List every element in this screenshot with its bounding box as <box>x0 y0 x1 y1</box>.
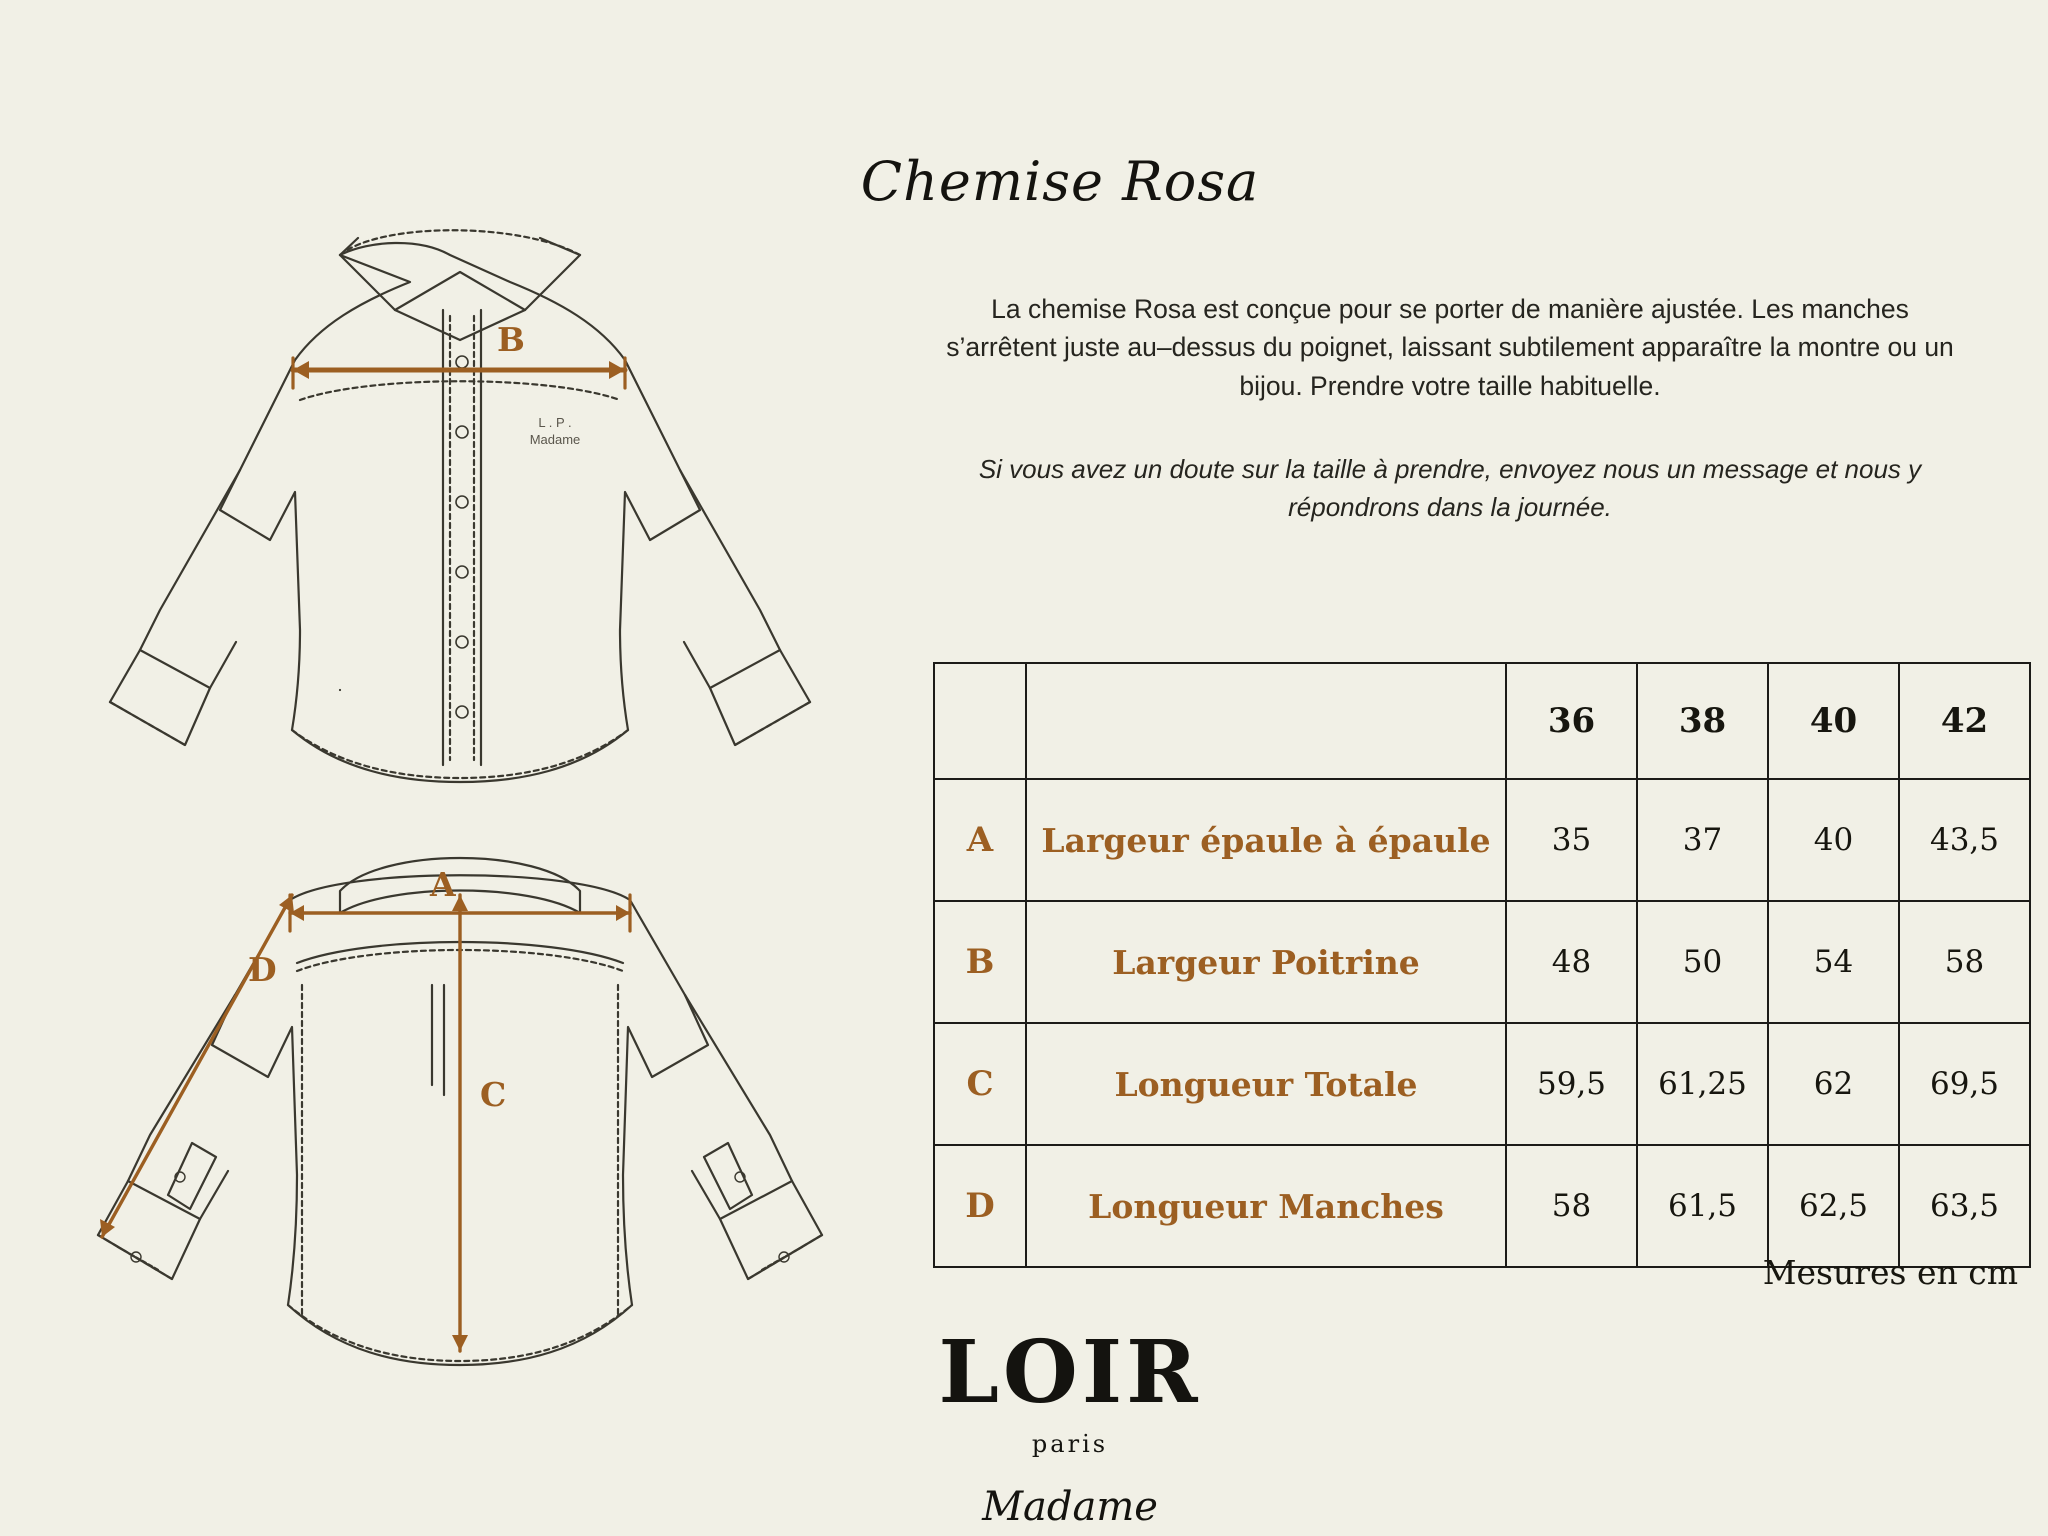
row-letter: A <box>934 779 1026 901</box>
row-letter: D <box>934 1145 1026 1267</box>
care-tag-line-2: Madame <box>529 432 581 447</box>
row-value-42: 69,5 <box>1899 1023 2030 1145</box>
brand-logo <box>860 1322 1280 1530</box>
table-row <box>934 1145 2030 1267</box>
brand-line: Madame <box>982 1484 1158 1530</box>
care-tag-line-1: L . P . <box>538 415 572 430</box>
description-main: La chemise Rosa est conçue pour se porter de manière ajustée. Les manches s’arrêtent juste au–dessus du poignet, laissant subtilement apparaître la montre ou un bijou. Prendre votre taille habituelle. <box>946 294 1954 401</box>
row-value-40: 40 <box>1768 779 1899 901</box>
label-a: A <box>430 865 456 904</box>
header-letter-cell <box>934 663 1026 779</box>
row-value-42: 58 <box>1899 901 2030 1023</box>
header-size-42: 42 <box>1899 663 2030 779</box>
brand-name: LOIR <box>938 1322 1202 1423</box>
row-value-42: 43,5 <box>1899 779 2030 901</box>
table-row <box>934 901 2030 1023</box>
description-block <box>940 290 1960 527</box>
measures-unit-note: Mesures en cm <box>1762 1253 2018 1292</box>
row-value-38: 61,25 <box>1637 1023 1768 1145</box>
brand-city: paris <box>1031 1430 1109 1458</box>
garment-illustrations <box>40 210 900 1470</box>
row-value-38: 50 <box>1637 901 1768 1023</box>
row-value-36: 58 <box>1506 1145 1637 1267</box>
label-c: C <box>480 1075 507 1114</box>
header-size-36: 36 <box>1506 663 1637 779</box>
label-b: B <box>497 320 525 359</box>
row-name: Largeur épaule à épaule <box>1026 779 1506 901</box>
row-value-36: 35 <box>1506 779 1637 901</box>
row-value-38: 61,5 <box>1637 1145 1768 1267</box>
row-value-40: 62 <box>1768 1023 1899 1145</box>
size-table <box>933 662 2031 1268</box>
row-letter: C <box>934 1023 1026 1145</box>
header-name-cell <box>1026 663 1506 779</box>
label-d: D <box>248 950 277 989</box>
header-size-40: 40 <box>1768 663 1899 779</box>
row-value-42: 63,5 <box>1899 1145 2030 1267</box>
table-row <box>934 779 2030 901</box>
row-value-40: 62,5 <box>1768 1145 1899 1267</box>
row-name: Longueur Manches <box>1026 1145 1506 1267</box>
row-value-40: 54 <box>1768 901 1899 1023</box>
row-letter: B <box>934 901 1026 1023</box>
row-name: Largeur Poitrine <box>1026 901 1506 1023</box>
header-size-38: 38 <box>1637 663 1768 779</box>
row-value-36: 48 <box>1506 901 1637 1023</box>
row-value-36: 59,5 <box>1506 1023 1637 1145</box>
size-table-wrapper <box>933 662 2018 1268</box>
row-value-38: 37 <box>1637 779 1768 901</box>
row-name: Longueur Totale <box>1026 1023 1506 1145</box>
table-row <box>934 1023 2030 1145</box>
shirt-technical-drawings <box>40 210 900 1470</box>
page-title: Chemise Rosa <box>860 150 1260 213</box>
table-header-row <box>934 663 2030 779</box>
description-italic: Si vous avez un doute sur la taille à prendre, envoyez nous un message et nous y répondrons dans la journée. <box>978 454 1922 522</box>
